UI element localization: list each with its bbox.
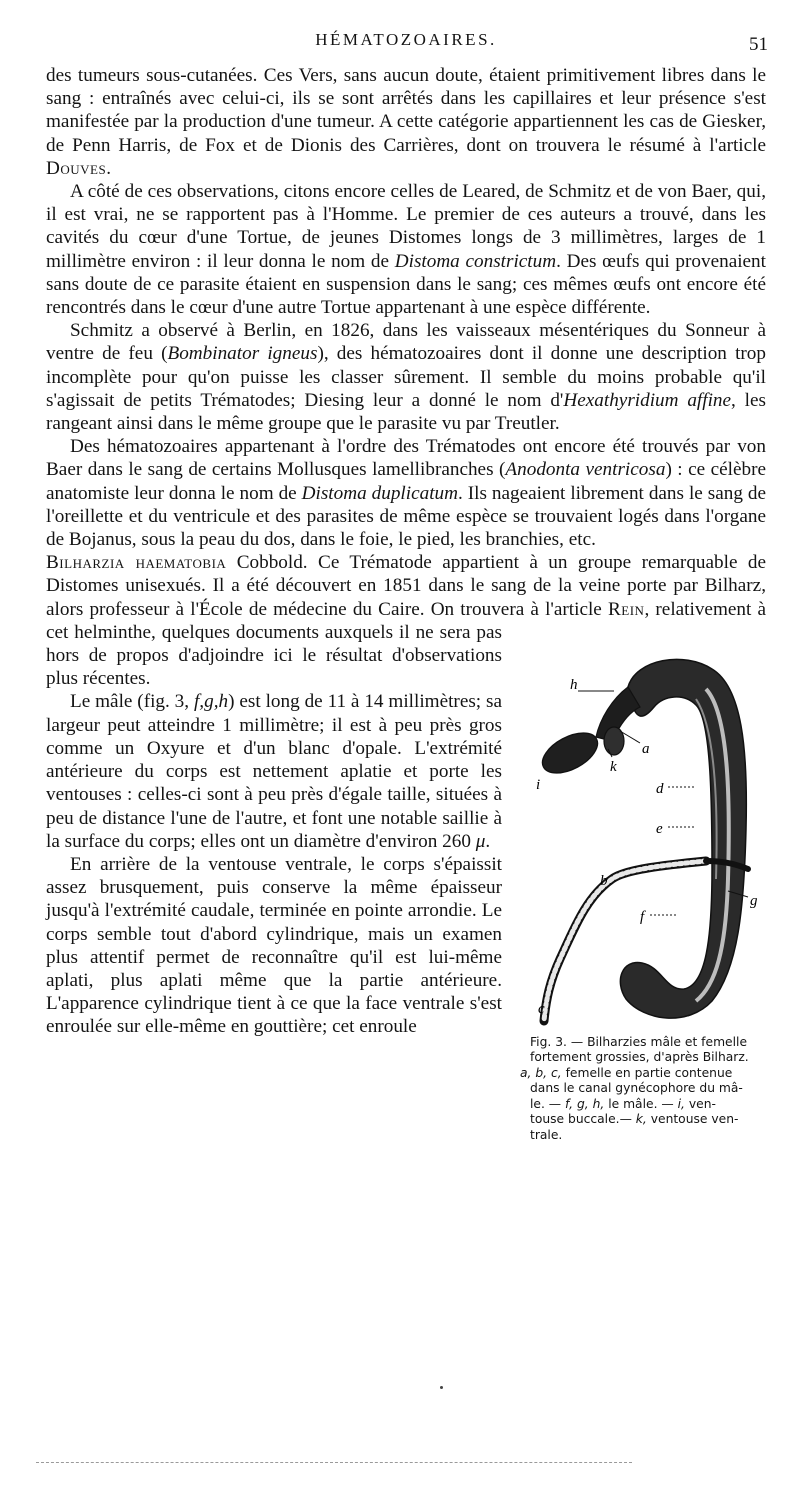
label-b: b [600, 872, 608, 889]
caption-text: femelle en partie contenue [561, 1065, 733, 1080]
caption-text: ventouse ven- [646, 1112, 739, 1127]
paragraph-3-text-a: Schmitz a observé à Berlin, en 1826, dans les vaisseaux mésentériques du Sonneur à ventre de feu ( [46, 320, 766, 365]
paragraph-3-text-c: , les rangeant ainsi dans le même groupe que le parasite vu par Treutler. [46, 389, 766, 435]
stray-ink-dot [440, 1386, 443, 1389]
page-number: 51 [749, 34, 768, 55]
caption-line: trale. [530, 1127, 563, 1142]
species-name: Hexathyridium affine [563, 389, 732, 411]
label-k: k [610, 758, 617, 775]
paragraph-last: En arrière de la ventouse ventrale, le corps s'épaissit assez brusquement, puis conserve la même épaisseur jusqu'à l'extrémité caudale, terminée en pointe arrondie. Le corps semble tout d'abord cylindrique, mais un examen plus attentif permet de reconnaître qu'il est lui-même aplati, plus aplati même que la partie antérieure. L'apparence cylindrique tient à ce que la face ventrale s'est enroulée sur elle-même en gouttière; cet enroule [46, 853, 502, 1038]
species-name: Anodonta ventricosa [505, 459, 666, 481]
caption-italic: i, [677, 1096, 685, 1111]
caption-text: le mâle. — [604, 1096, 678, 1111]
paragraph-1-text: des tumeurs sous-cutanées. Ces Vers, sans aucun doute, étaient primitivement libres dans le sang : entraînés avec celui-ci, ils se sont arrêtés dans les capillaires et leur présence s'est manifestée par la production d'une tumeur. A cette catégorie appartiennent les cas de Giesker, de Penn Harris, de Fox et de Dionis des Carrières, dont on trouvera le résumé à l'article [46, 65, 766, 156]
caption-italic: a, b, c, [520, 1065, 562, 1080]
label-d: d [656, 780, 664, 797]
label-f: f [640, 908, 645, 925]
caption-line [520, 1066, 766, 1082]
paragraph-2-text-b: . Des œufs qui provenaient sans doute de ce parasite étaient en suspension dans le sang; ces mêmes œufs ont encore été rencontrés dans le cœur d'une autre Tortue appartenant à une espèce différente. [46, 250, 766, 319]
paragraph-4-text-b: ) : ce célèbre anatomiste leur donna le nom de [46, 459, 766, 504]
paragraph-4 [46, 435, 766, 551]
paragraph-male-text-c: . [485, 830, 491, 852]
bilharzia-illustration [516, 629, 766, 1029]
paragraph-4-text-c: . Ils nageaient librement dans le sang de l'oreillette et du ventricule et des parasites de même espèce se trouvaient logés dans l'organe de Bojanus, sous la peau du dos, dans le foie, le pied, les branchies, etc. [46, 482, 766, 551]
paragraph-male-text-b: ) est long de 11 à 14 millimètres; sa largeur peut atteindre 1 millimètre; il est à peu près gros comme un Oxyure et d'un blanc d'opale. L'extrémité antérieure du corps est nettement aplatie et porte les ventouses : celles-ci sont à peu près d'égale taille, situées à peu de distance l'une de l'autre, et font une notable saillie à la surface du corps; elles ont un diamètre d'environ 260 [46, 691, 502, 852]
running-head [44, 30, 768, 60]
species-name: Distoma constrictum [394, 250, 557, 272]
paragraph-bilharzia-text-b: , relativement à cet helminthe, quelques documents auxquels il ne sera pas hors de propos d'adjoindre ici le résultat d'observations plus récentes. [46, 598, 766, 690]
figure-reference: f,g,h [193, 691, 229, 713]
figure-3 [516, 629, 766, 1165]
body-text [46, 64, 766, 1165]
caption-italic: k, [635, 1112, 647, 1127]
paragraph-2-text-a: A côté de ces observations, citons encore celles de Leared, de Schmitz et de von Baer, qui, il est vrai, ne se rapportent pas à l'Homme. Le premier de ces auteurs a trouvé, dans les cavités du cœur d'une Tortue, de jeunes Distomes longs de 3 millimètres, larges de 1 millimètre environ : il leur donna le nom de [46, 181, 766, 272]
label-i: i [536, 776, 541, 793]
figure-caption [520, 1035, 766, 1144]
paragraph-1 [46, 64, 766, 180]
caption-line: dans le canal gynécophore du mâ- [530, 1081, 743, 1096]
caption-text: touse buccale.— [530, 1112, 636, 1127]
micron-symbol: μ [475, 830, 486, 852]
section-heading-bilharzia: Bilharzia haematobia [46, 552, 227, 574]
paragraph-male-text-a: Le mâle (fig. 3, [70, 691, 194, 713]
caption-line: Fig. 3. — Bilharzies mâle et femelle [530, 1034, 748, 1049]
species-name: Distoma duplicatum [301, 482, 458, 504]
caption-text: le. — [530, 1096, 566, 1111]
caption-line [520, 1097, 766, 1113]
caption-italic: f, g, h, [565, 1096, 605, 1111]
paragraph-4-text-a: Des hématozoaires appartenant à l'ordre des Trématodes ont encore été trouvés par von Baer dans le sang de certains Mollusques lamellibranches ( [46, 436, 766, 481]
cross-reference-douves: Douves [46, 157, 107, 179]
caption-line: fortement grossies, d'après Bilharz. [530, 1050, 749, 1065]
figure-wrap-area [46, 551, 766, 1142]
paragraph-3-text-b: ), des hématozoaires dont il donne une description trop incomplète pour qu'on puisse les classer sûrement. Il semble du moins probable qu'il s'agissait de petits Trématodes; Diesing leur a donné le nom d' [46, 343, 766, 411]
oral-sucker [536, 725, 604, 781]
caption-text: ven- [684, 1096, 716, 1111]
paragraph-3 [46, 319, 766, 435]
caption-line [520, 1112, 766, 1128]
species-name: Bombinator igneus [167, 343, 318, 365]
running-title: HÉMATOZOAIRES. [315, 30, 497, 49]
paragraph-bilharzia-text-a: Cobbold. Ce Trématode appartient à un groupe remarquable de Distomes unisexués. Il a été découvert en 1851 dans le sang de la veine porte par Bilharz, alors professeur à l'École de médecine du Caire. On trouvera à l'article [46, 552, 766, 620]
label-e: e [656, 820, 663, 837]
label-c: c [538, 1000, 545, 1017]
label-g: g [750, 892, 758, 909]
paragraph-2 [46, 180, 766, 319]
paragraph-1-tail: . [106, 157, 111, 179]
label-h: h [570, 676, 578, 693]
bottom-dashed-rule [36, 1462, 632, 1463]
cross-reference-rein: Rein [607, 598, 645, 620]
label-a: a [642, 740, 650, 757]
